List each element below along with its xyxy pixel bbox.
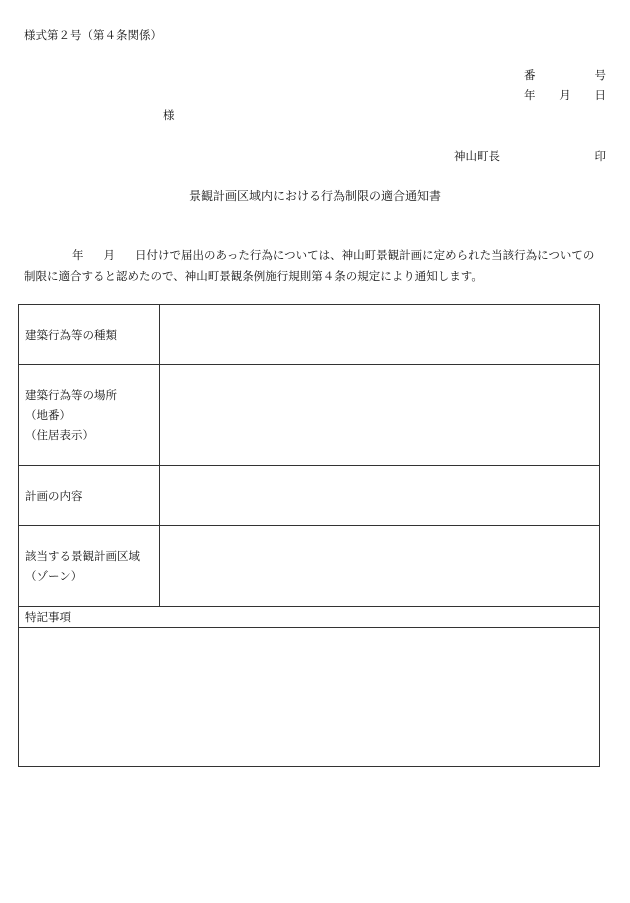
body-line-1 — [24, 245, 608, 266]
date-day: 日 — [594, 88, 606, 102]
label-line: 該当する景観計画区域 — [25, 549, 140, 563]
row-label-zone — [19, 526, 160, 607]
table-row — [19, 607, 600, 628]
label-line: （地番） — [25, 408, 71, 422]
label-line: （住居表示） — [25, 428, 94, 442]
table-row — [19, 628, 600, 767]
issuer-name: 神山町長 — [454, 149, 500, 163]
number-prefix: 番 — [524, 68, 536, 82]
issuer-line — [454, 148, 606, 164]
body-line-2: 制限に適合すると認めたので、神山町景観条例施行規則第４条の規定により通知します。 — [24, 269, 483, 283]
date-year: 年 — [524, 88, 536, 102]
notification-table — [18, 304, 600, 767]
seal-mark: 印 — [594, 149, 606, 163]
addressee-honorific: 様 — [163, 108, 175, 122]
table-row — [19, 305, 600, 365]
label-line: 建築行為等の種類 — [25, 327, 117, 342]
body-line-1-text: 日付けで届出のあった行為については、神山町景観計画に定められた当該行為についての — [135, 248, 595, 262]
document-number-line — [524, 67, 606, 83]
date-line — [524, 87, 606, 103]
row-value-type[interactable] — [160, 305, 600, 365]
document-title: 景観計画区域内における行為制限の適合通知書 — [188, 189, 441, 203]
label-line: 建築行為等の場所 — [25, 388, 117, 402]
remarks-label: 特記事項 — [19, 607, 600, 628]
table-row — [19, 526, 600, 607]
table-row — [19, 365, 600, 466]
row-label-location — [19, 365, 160, 466]
body-paragraph — [24, 245, 608, 287]
row-value-plan[interactable] — [160, 466, 600, 526]
row-label-type — [19, 305, 160, 365]
body-month: 月 — [103, 248, 115, 262]
row-value-location[interactable] — [160, 365, 600, 466]
date-month: 月 — [559, 88, 571, 102]
body-year: 年 — [72, 248, 84, 262]
remarks-field[interactable] — [19, 628, 600, 767]
form-number-heading: 様式第２号（第４条関係） — [24, 28, 162, 42]
number-suffix: 号 — [594, 68, 606, 82]
row-value-zone[interactable] — [160, 526, 600, 607]
label-line: 計画の内容 — [25, 488, 83, 503]
label-line: （ゾーン） — [25, 569, 83, 583]
row-label-plan — [19, 466, 160, 526]
table-row — [19, 466, 600, 526]
